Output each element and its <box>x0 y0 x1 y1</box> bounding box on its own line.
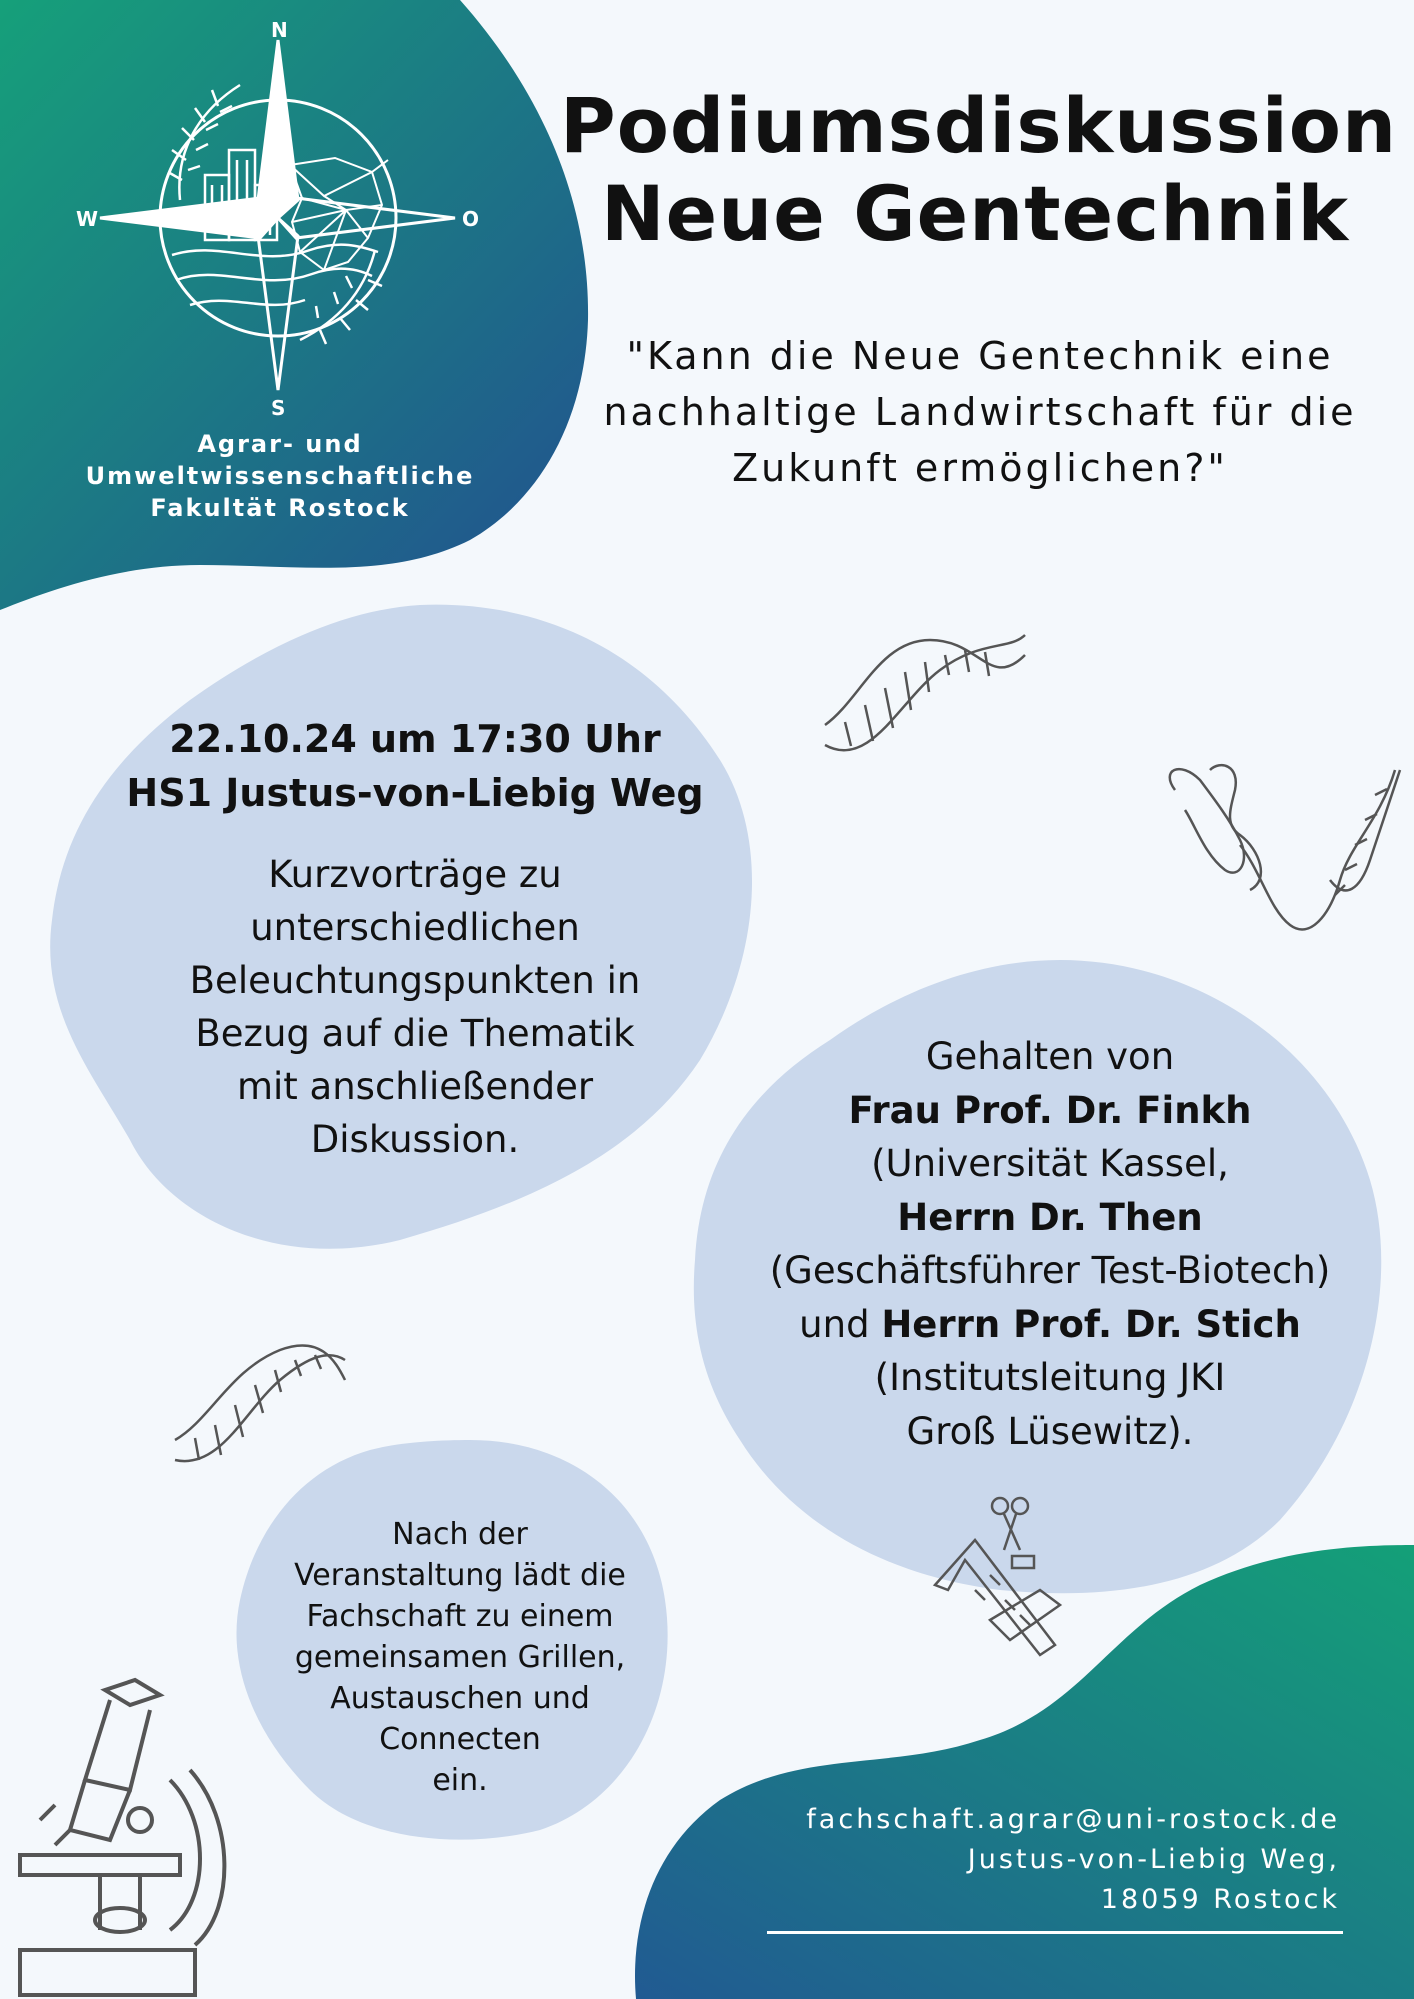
page-title-line: Podiumsdiskussion <box>560 81 1398 170</box>
grill-line: Fachschaft zu einem <box>306 1599 614 1634</box>
grill-invitation <box>260 1514 660 1801</box>
chromosome-icon <box>1170 765 1400 929</box>
talks-line: Kurzvorträge zu <box>268 853 562 896</box>
faculty-name-line: Fakultät Rostock <box>150 494 410 522</box>
guiding-question <box>580 328 1380 496</box>
talks-line: mit anschließender <box>236 1065 594 1108</box>
compass-east-label: O <box>462 207 480 231</box>
speaker-prefix: und <box>799 1302 870 1346</box>
grill-line: ein. <box>432 1763 488 1798</box>
talks-line: Bezug auf die Thematik <box>195 1012 635 1055</box>
speaker-affiliation: (Universität Kassel, <box>871 1142 1229 1185</box>
speaker-name: Herrn Prof. Dr. Stich <box>881 1302 1301 1346</box>
dna-icon <box>825 635 1025 750</box>
contact-street: Justus-von-Liebig Weg, <box>967 1844 1340 1875</box>
speakers-list <box>700 1030 1400 1458</box>
faculty-name-line: Agrar- und Umweltwissenschaftliche <box>85 430 475 490</box>
question-line: nachhaltige Landwirtschaft für die <box>603 390 1357 434</box>
page-title <box>560 81 1398 258</box>
talks-description <box>120 848 710 1166</box>
contact-email[interactable]: fachschaft.agrar@uni-rostock.de <box>806 1804 1340 1835</box>
speaker-affiliation: (Institutsleitung JKI <box>874 1356 1226 1399</box>
microscope-icon <box>20 1680 224 1995</box>
event-location: HS1 Justus-von-Liebig Weg <box>126 771 704 815</box>
contact-divider <box>767 1931 1343 1934</box>
compass-west-label: W <box>76 207 99 231</box>
talks-line: Diskussion. <box>310 1118 520 1161</box>
event-datetime-location <box>90 712 740 820</box>
grill-line: gemeinsamen Grillen, <box>294 1640 626 1675</box>
talks-line: Beleuchtungspunkten in <box>189 959 641 1002</box>
compass-north-label: N <box>271 18 288 42</box>
speaker-name: Frau Prof. Dr. Finkh <box>848 1088 1252 1132</box>
grill-line: Connecten <box>379 1722 541 1757</box>
question-line: Zukunft ermöglichen?" <box>732 446 1228 490</box>
speaker-affiliation: Groß Lüsewitz). <box>906 1409 1194 1453</box>
speaker-affiliation: (Geschäftsführer Test-Biotech) <box>769 1249 1331 1292</box>
compass-south-label: S <box>271 396 286 420</box>
grill-line: Nach der <box>392 1517 528 1552</box>
event-datetime: 22.10.24 um 17:30 Uhr <box>169 717 661 761</box>
question-line: "Kann die Neue Gentechnik eine <box>626 334 1334 378</box>
speakers-intro: Gehalten von <box>925 1035 1175 1078</box>
faculty-name <box>0 428 560 524</box>
grill-line: Austauschen und <box>330 1681 590 1716</box>
page-title-line: Neue Gentechnik <box>600 169 1350 258</box>
contact-info <box>740 1800 1340 1920</box>
grill-line: Veranstaltung lädt die <box>294 1558 626 1593</box>
dna-icon <box>175 1345 345 1461</box>
speaker-name: Herrn Dr. Then <box>897 1195 1203 1239</box>
contact-city: 18059 Rostock <box>1100 1884 1340 1915</box>
talks-line: unterschiedlichen <box>250 906 580 949</box>
